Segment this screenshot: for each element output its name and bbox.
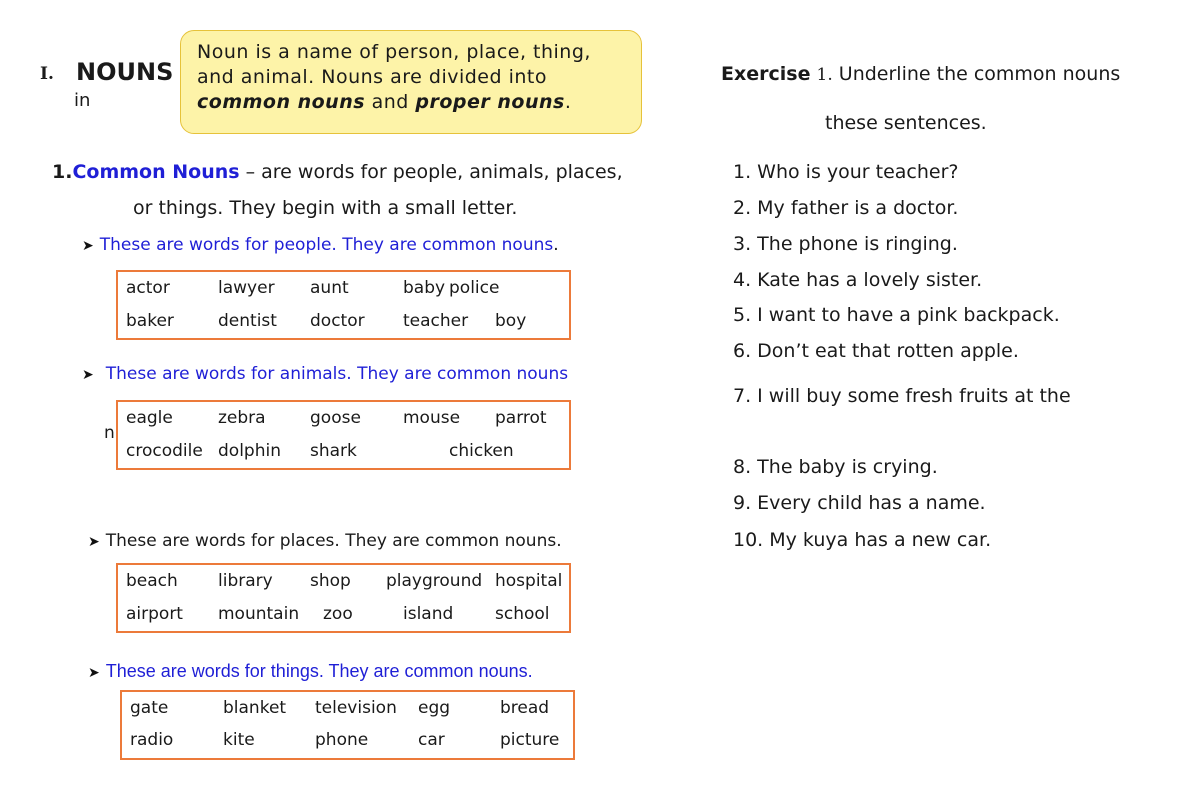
word: aunt — [310, 278, 349, 298]
exercise-item: 3. The phone is ringing. — [733, 233, 958, 255]
word: goose — [310, 408, 361, 428]
exercise-item: 6. Don’t eat that rotten apple. — [733, 340, 1019, 362]
word: parrot — [495, 408, 547, 428]
word: zoo — [323, 604, 353, 624]
word: airport — [126, 604, 183, 624]
common-text-2: or things. They begin with a small letter. — [133, 197, 518, 219]
word: hospital — [495, 571, 563, 591]
word: radio — [130, 730, 174, 750]
word: car — [418, 730, 445, 750]
word: dolphin — [218, 441, 281, 461]
word: baker — [126, 311, 174, 331]
animals-caption: ➤ These are words for animals. They are common nouns — [82, 364, 569, 384]
word: phone — [315, 730, 369, 750]
word: playground — [386, 571, 483, 591]
people-caption: ➤ These are words for people. They are common nouns. — [82, 235, 559, 255]
word: island — [403, 604, 454, 624]
word: chicken — [449, 441, 514, 461]
word: actor — [126, 278, 170, 298]
word: teacher — [403, 311, 469, 331]
common-text-1: – are words for people, animals, places, — [239, 161, 623, 183]
exercise-instruction-2: these sentences. — [825, 112, 987, 134]
word: doctor — [310, 311, 365, 331]
stray-text-in: in — [74, 90, 91, 111]
word: school — [495, 604, 550, 624]
word: egg — [418, 698, 451, 718]
common-number: 1. — [52, 161, 73, 183]
exercise-heading — [721, 63, 1120, 85]
exercise-item: 2. My father is a doctor. — [733, 197, 959, 219]
word: blanket — [223, 698, 287, 718]
word: picture — [500, 730, 560, 750]
stray-text-n: n — [104, 423, 115, 443]
word: shark — [310, 441, 357, 461]
exercise-number: 1. — [816, 65, 833, 85]
page-title: NOUNS — [76, 58, 174, 86]
arrow-bullet-icon: ➤ — [88, 534, 100, 550]
section-number: I. — [40, 64, 54, 84]
word: mouse — [403, 408, 461, 428]
word: kite — [223, 730, 255, 750]
word: crocodile — [126, 441, 203, 461]
arrow-bullet-icon: ➤ — [82, 367, 94, 383]
exercise-item: 7. I will buy some fresh fruits at the — [733, 385, 1071, 407]
common-title: Common Nouns — [72, 161, 240, 183]
animals-word-box — [116, 400, 571, 470]
exercise-item: 4. Kate has a lovely sister. — [733, 269, 983, 291]
exercise-label: Exercise — [721, 63, 811, 85]
word: police — [449, 278, 500, 298]
definition-callout — [180, 30, 642, 134]
arrow-bullet-icon: ➤ — [88, 665, 100, 681]
word: lawyer — [218, 278, 275, 298]
exercise-item: 9. Every child has a name. — [733, 492, 986, 514]
things-word-box — [120, 690, 575, 760]
term-common-nouns: common nouns — [197, 91, 366, 113]
word: bread — [500, 698, 550, 718]
word: television — [315, 698, 397, 718]
definition-line-2: and animal. Nouns are divided into — [197, 66, 547, 88]
definition-line-3: common nouns and proper nouns. — [197, 91, 572, 113]
word: gate — [130, 698, 169, 718]
word: zebra — [218, 408, 266, 428]
exercise-item: 1. Who is your teacher? — [733, 161, 959, 183]
word: shop — [310, 571, 351, 591]
word: mountain — [218, 604, 300, 624]
things-caption: ➤ These are words for things. They are common nouns. — [88, 661, 533, 681]
arrow-bullet-icon: ➤ — [82, 238, 94, 254]
definition-line-1: Noun is a name of person, place, thing, — [197, 41, 591, 63]
common-nouns-heading — [52, 161, 623, 183]
people-word-box — [116, 270, 571, 340]
word: baby — [403, 278, 446, 298]
word: beach — [126, 571, 178, 591]
word: dentist — [218, 311, 277, 331]
places-word-box — [116, 563, 571, 633]
places-caption: ➤ These are words for places. They are common nouns. — [88, 531, 562, 551]
exercise-instruction-1: Underline the common nouns — [832, 63, 1121, 85]
exercise-item: 8. The baby is crying. — [733, 456, 938, 478]
exercise-item: 5. I want to have a pink backpack. — [733, 304, 1060, 326]
term-proper-nouns: proper nouns — [415, 91, 565, 113]
word: library — [218, 571, 273, 591]
word: boy — [495, 311, 527, 331]
word: eagle — [126, 408, 173, 428]
exercise-item: 10. My kuya has a new car. — [733, 529, 992, 551]
